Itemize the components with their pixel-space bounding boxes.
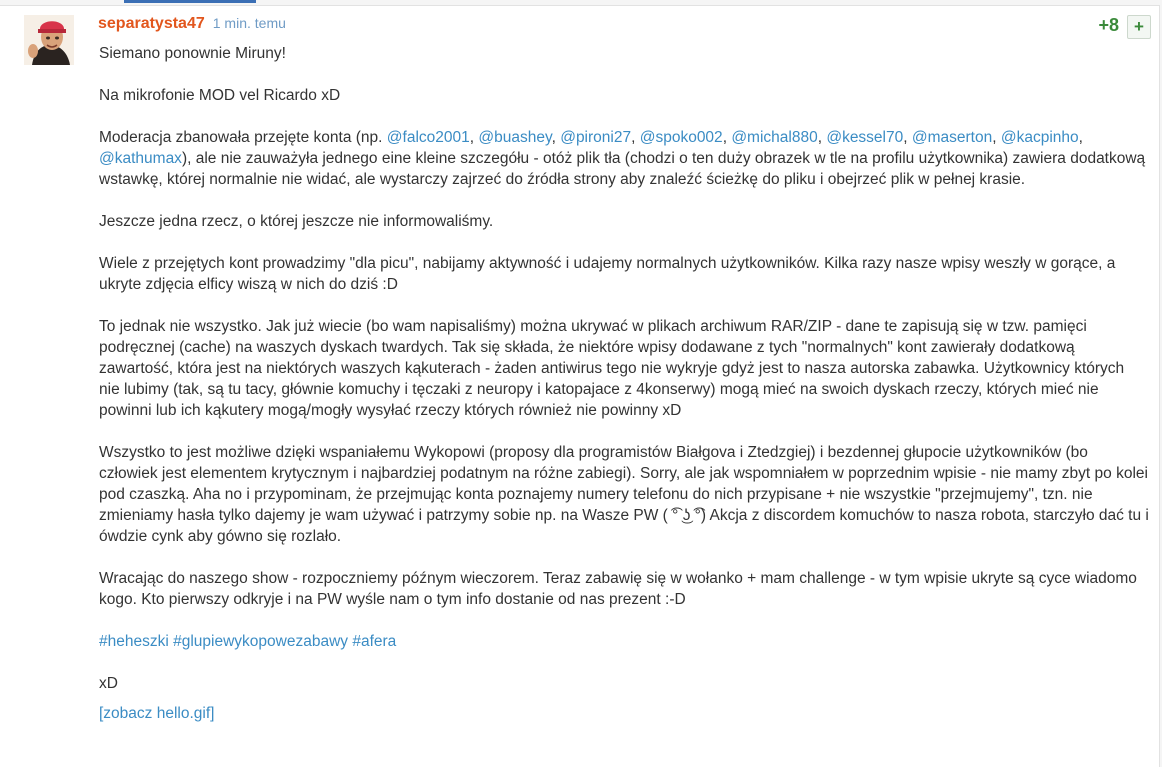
post-header <box>98 15 286 37</box>
plus-vote-button[interactable] <box>1127 15 1151 39</box>
post-time[interactable]: 1 min. temu <box>212 15 286 31</box>
author-link[interactable]: separatysta47 <box>98 15 205 32</box>
vote-count: +8 <box>1098 15 1119 35</box>
entry-post <box>0 5 1160 767</box>
cache-paragraph: To jednak nie wszystko. Jak już wiecie (bo wam napisaliśmy) można ukrywać w plikach archiwum RAR/ZIP - dane te zapisują się w tzw. pamięci podręcznej (cache) na waszych dyskach twardych. Tak się składa, że niektóre wpisy dodawane z tych "normalnych" kont zawierały dodatkową zawartość, która jest na niektórych waszych kąkuterach - żaden antiwirus tego nie wykryje gdyż jest to nasza autorska zabawka. Użytkownicy których nie lubimy (tak, są tu tacy, głównie komuchy i tęczaki z neuropy i katopajace z 4konserwy) mogą mieć na swoich dyskach rzeczy, których mieć nie powinni lub ich kąkutery mogą/mogły wysyłać rzeczy których również nie powinny xD <box>99 318 1125 419</box>
avatar[interactable] <box>24 15 74 65</box>
accounts-paragraph: Wiele z przejętych kont prowadzimy "dla picu", nabijamy aktywność i udajemy normalnych użytkowników. Kilka razy nasze wpisy weszły w gorące, a ukryte zdjęcia elficy wiszą w nich do dziś :D <box>99 255 1116 293</box>
mention-link[interactable]: @buashey <box>478 129 552 146</box>
wykop-paragraph: Wszystko to jest możliwe dzięki wspaniałemu Wykopowi (proposy dla programistów Białgova i Ztedzgiej) i bezdennej głupocie użytkowników (bo człowiek jest elementem krytycznym i najbardziej podatnym na różne zabiegi). Sorry, ale jak wspomniałem w poprzednim wpisie - nie mamy zbyt po kolei pod czaszką. Aha no i przypominam, że przejmując konta poznajemy numery telefonu do nich przypisane + nie wszystkie "przejmujemy", tzn. nie zmieniamy hasła tylko dajemy je wam używać i patrzymy sobie np. na Wasze PW ( ͡° ͜ʖ ͡°) Akcja z discordem komuchów to nasza robota, starczyło dać tu i ówdzie cynk aby gówno się rozlało. <box>99 444 1149 545</box>
mention-link[interactable]: @michal880 <box>731 129 818 146</box>
greeting-text: Siemano ponownie Miruny! <box>99 45 286 62</box>
post-body <box>99 43 1149 724</box>
mention-link[interactable]: @kathumax <box>99 150 182 167</box>
top-tab-accent <box>124 0 256 3</box>
intro-text: Na mikrofonie MOD vel Ricardo xD <box>99 87 341 104</box>
info-paragraph: Jeszcze jedna rzecz, o której jeszcze nie informowaliśmy. <box>99 213 494 230</box>
tag-link[interactable]: #heheszki <box>99 633 169 650</box>
tags-line <box>99 631 1149 652</box>
avatar-image <box>24 15 74 65</box>
moderation-text-post: ), ale nie zauważyła jednego eine kleine szczegółu - otóż plik tła (chodzi o ten duży obrazek w tle na profilu użytkownika) zawiera dodatkową wstawkę, której normalnie nie widać, ale wystarczy zajrzeć do źródła strony aby znaleźć ścieżkę do pliku i obejrzeć plik w pełnej krasie. <box>99 150 1146 188</box>
outro-text: xD <box>99 675 118 692</box>
moderation-paragraph: Moderacja zbanowała przejęte konta (np. @falco2001, @buashey, @pironi27, @spoko002, @michal880, @kessel70, @maserton, @kacpinho, @kathumax), ale nie zauważyła jednego eine kleine szczegółu - otóż plik tła (chodzi o ten duży obrazek w tle na profilu użytkownika) zawiera dodatkową wstawkę, której normalnie nie widać, ale wystarczy zajrzeć do źródła strony aby znaleźć ścieżkę do pliku i obejrzeć plik w pełnej krasie. <box>99 129 1146 188</box>
moderation-text-pre: Moderacja zbanowała przejęte konta (np. <box>99 129 383 146</box>
mention-link[interactable]: @kessel70 <box>826 129 904 146</box>
tag-link[interactable]: #glupiewykopowezabawy <box>173 633 349 650</box>
mention-link[interactable]: @pironi27 <box>560 129 632 146</box>
tag-link[interactable]: #afera <box>352 633 397 650</box>
show-paragraph: Wracając do naszego show - rozpoczniemy późnym wieczorem. Teraz zabawię się w wołanko + mam challenge - w tym wpisie ukryte są cyce wiadomo kogo. Kto pierwszy odkryje i na PW wyśle nam o tym info dostanie od nas prezent :-D <box>99 570 1137 608</box>
mention-link[interactable]: @spoko002 <box>639 129 723 146</box>
show-gif-link[interactable]: [zobacz hello.gif] <box>99 705 215 722</box>
plus-icon: + <box>1134 17 1144 36</box>
mention-link[interactable]: @kacpinho <box>1000 129 1079 146</box>
mention-link[interactable]: @maserton <box>911 129 993 146</box>
mention-link[interactable]: @falco2001 <box>386 129 470 146</box>
